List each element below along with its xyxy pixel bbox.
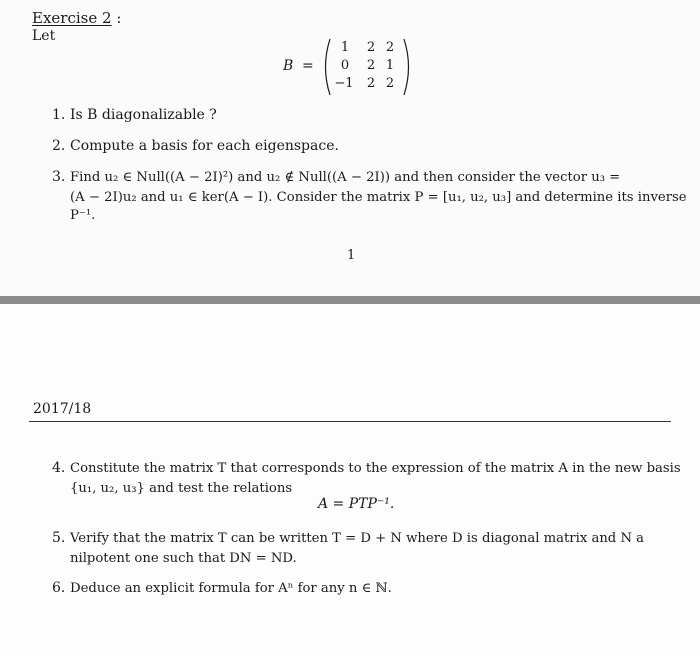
matrix-cell: 2 (366, 76, 376, 91)
question-number: 6. (52, 580, 66, 596)
page-number: 1 (347, 248, 356, 263)
question-number: 3. (52, 169, 66, 185)
matrix-cell: 2 (366, 40, 376, 55)
matrix-cell: 2 (366, 58, 376, 73)
question-text-line: Deduce an explicit formula for Aⁿ for any n ∈ ℕ. (70, 581, 392, 596)
matrix-cell: −1 (334, 76, 354, 91)
question-number: 5. (52, 530, 66, 546)
question-text: Is B diagonalizable ? (70, 107, 217, 123)
matrix-cell: 1 (340, 40, 350, 55)
question-text-line: Verify that the matrix T can be written T = D + N where D is diagonal matrix and N a (70, 531, 645, 546)
question-text-line: {u₁, u₂, u₃} and test the relations (70, 481, 293, 496)
question-text-line: Find u₂ ∈ Null((A − 2I)²) and u₂ ∉ Null((A − 2I)) and then consider the vector u₃ = (70, 170, 621, 185)
question-text-line: P⁻¹. (70, 208, 96, 223)
left-parenthesis (320, 38, 332, 96)
matrix-cell: 0 (340, 58, 350, 73)
matrix-name: B (283, 58, 294, 74)
question-number: 2. (52, 138, 66, 154)
year-label: 2017/18 (33, 401, 92, 417)
matrix-cell: 2 (385, 40, 395, 55)
matrix-cell: 1 (385, 58, 395, 73)
question-text-line: nilpotent one such that DN = ND. (70, 551, 297, 566)
intro-text: Let (32, 28, 56, 44)
relation-formula: A = PTP⁻¹. (318, 496, 395, 512)
equals-sign: = (302, 58, 314, 74)
question-text-line: (A − 2I)u₂ and u₁ ∈ ker(A − I). Consider the matrix P = [u₁, u₂, u₃] and determine its inverse (70, 190, 687, 205)
question-text-line: Constitute the matrix T that corresponds to the expression of the matrix A in the new basis (70, 461, 681, 476)
exercise-title: Exercise 2 : (32, 9, 122, 27)
question-text: Compute a basis for each eigenspace. (70, 138, 339, 154)
header-rule (29, 421, 671, 422)
matrix-cell: 2 (385, 76, 395, 91)
question-number: 1. (52, 107, 66, 123)
right-parenthesis (402, 38, 414, 96)
page-separator (0, 296, 700, 304)
question-number: 4. (52, 460, 66, 476)
